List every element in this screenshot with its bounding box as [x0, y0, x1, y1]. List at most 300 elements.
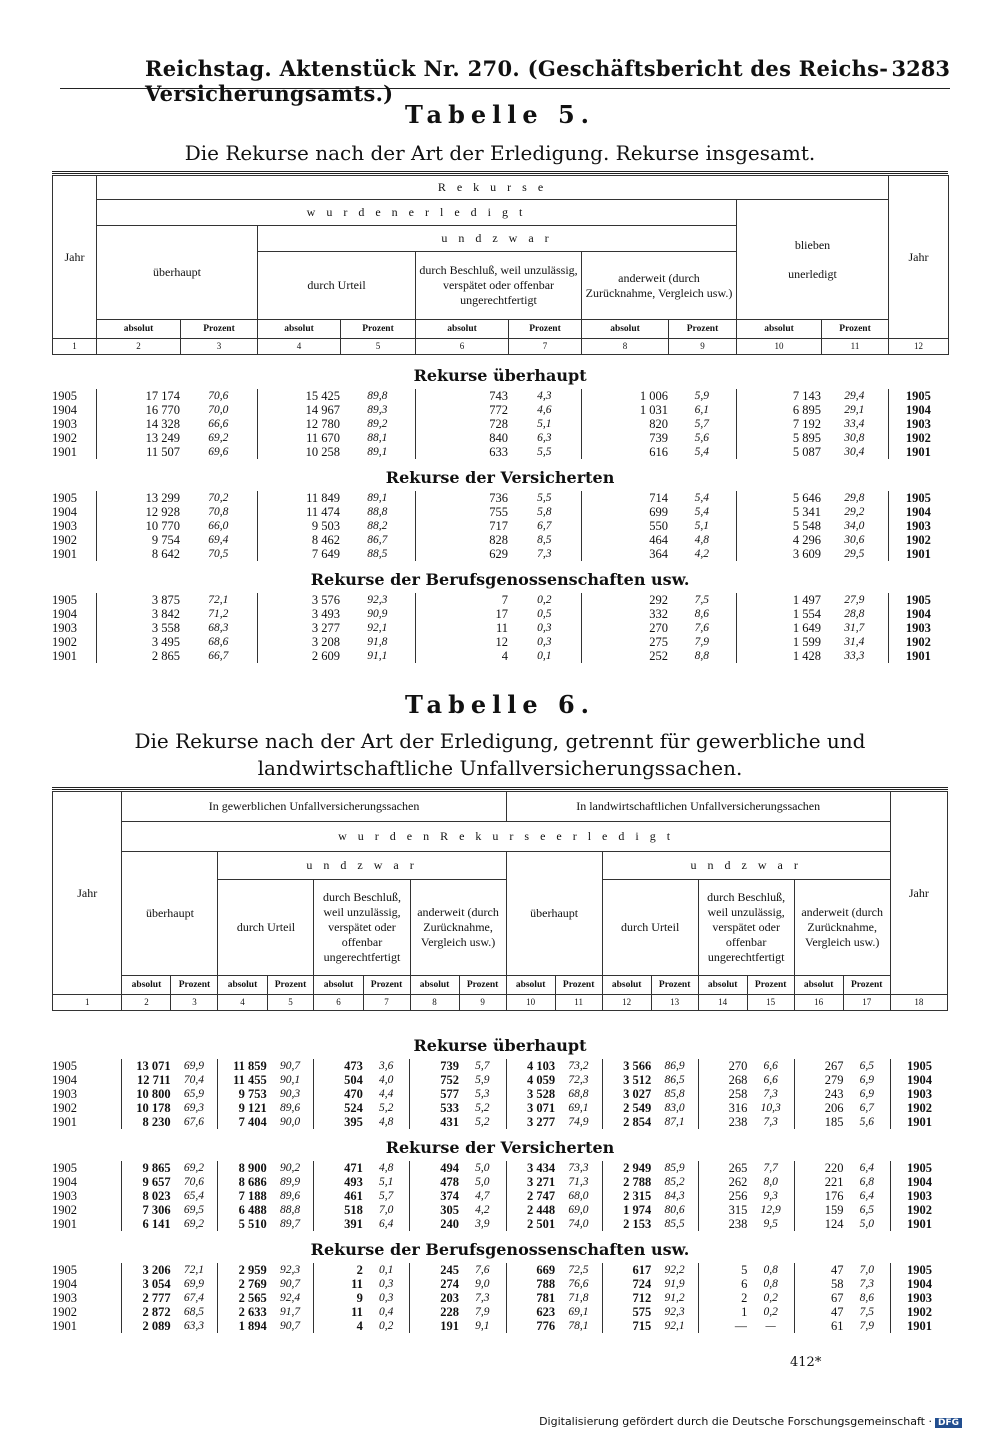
absolut-cell: 736	[415, 491, 508, 505]
unerledigt-header	[737, 200, 889, 320]
absolut-cell: 3 558	[96, 621, 180, 635]
absolut-cell: 274	[410, 1277, 459, 1291]
prozent-cell: 7,3	[859, 1278, 874, 1290]
year-cell: 1903	[888, 519, 948, 533]
year-cell: 1902	[891, 1203, 948, 1217]
prozent-cell: 29,5	[844, 548, 865, 560]
prozent-cell: 3,9	[475, 1218, 490, 1230]
prozent-cell: 7,3	[763, 1088, 778, 1100]
absolut-cell: 11 455	[218, 1073, 267, 1087]
prozent-cell: 5,3	[475, 1088, 490, 1100]
prozent-cell: 4,8	[378, 1116, 394, 1128]
year-cell: 1903	[52, 417, 96, 431]
absolut-cell: 712	[602, 1291, 651, 1305]
prozent-cell: 0,1	[378, 1264, 394, 1276]
absolut-cell: 461	[314, 1189, 363, 1203]
column-number: 12	[602, 995, 651, 1011]
prozent-cell: 4,7	[475, 1190, 490, 1202]
absolut-cell: 4 296	[736, 533, 821, 547]
blieben-label: blieben	[794, 237, 831, 252]
absolut-cell: 11	[314, 1305, 363, 1319]
column-number-row	[53, 339, 949, 355]
absolut-cell: 2	[314, 1263, 363, 1277]
prozent-cell: 89,2	[367, 418, 388, 430]
year-cell: 1904	[891, 1175, 948, 1189]
absolut-cell: 1 649	[736, 621, 821, 635]
year-cell: 1905	[891, 1059, 948, 1073]
prozent-cell: 90,7	[279, 1278, 301, 1290]
year-cell: 1902	[888, 533, 948, 547]
prozent-cell: 6,4	[378, 1218, 394, 1230]
prozent-cell: 68,0	[568, 1190, 589, 1202]
spacer-row	[52, 663, 948, 669]
absolut-cell: 478	[410, 1175, 459, 1189]
year-cell: 1902	[891, 1305, 948, 1319]
absolut-cell: 629	[415, 547, 508, 561]
absolut-cell: 228	[410, 1305, 459, 1319]
absolut-cell: 1 006	[581, 389, 668, 403]
prozent-cell: 66,7	[208, 650, 229, 662]
absolut-cell: 7 143	[736, 389, 821, 403]
absolut-cell: 9 657	[122, 1175, 171, 1189]
section-heading: Rekurse überhaupt	[413, 1036, 587, 1055]
prozent-cell: 5,2	[475, 1102, 490, 1114]
prozent-cell: 5,9	[694, 390, 709, 402]
absolut-cell: 305	[410, 1203, 459, 1217]
absolut-cell: 11	[415, 621, 508, 635]
year-cell: 1904	[52, 1073, 122, 1087]
prozent-cell: 89,7	[279, 1218, 301, 1230]
absolut-cell: 332	[581, 607, 668, 621]
prozent-cell: 83,0	[664, 1102, 685, 1114]
absolut-cell: 3 208	[257, 635, 340, 649]
absolut-header: absolut	[794, 976, 843, 995]
prozent-cell: 7,3	[763, 1116, 778, 1128]
year-cell: 1901	[891, 1319, 948, 1333]
prozent-cell: 27,9	[844, 594, 865, 606]
absolut-cell: 1 974	[602, 1203, 651, 1217]
absolut-cell: 292	[581, 593, 668, 607]
absolut-cell: 47	[794, 1263, 843, 1277]
prozent-cell: 69,6	[208, 446, 229, 458]
year-cell: 1905	[888, 389, 948, 403]
year-cell: 1904	[888, 403, 948, 417]
prozent-cell: 5,7	[694, 418, 709, 430]
table-row	[52, 1101, 948, 1115]
table-row	[52, 1161, 948, 1175]
unerledigt-label: unerledigt	[788, 266, 837, 281]
prozent-cell: 30,6	[844, 534, 865, 546]
column-number: 12	[889, 339, 949, 355]
absolut-cell: 820	[581, 417, 668, 431]
absolut-header: absolut	[698, 976, 747, 995]
prozent-cell: 70,6	[183, 1176, 204, 1188]
absolut-cell: 3 206	[122, 1263, 171, 1277]
absolut-cell: 3 277	[257, 621, 340, 635]
column-number: 1	[53, 995, 122, 1011]
absolut-cell: 2	[698, 1291, 747, 1305]
absolut-cell: 3 495	[96, 635, 180, 649]
year-cell: 1901	[52, 1217, 122, 1231]
table-row	[52, 1217, 948, 1231]
prozent-cell: 74,0	[568, 1218, 589, 1230]
year-cell: 1903	[52, 519, 96, 533]
absolut-cell: 6 895	[736, 403, 821, 417]
absolut-cell: 9 121	[218, 1101, 267, 1115]
absolut-cell: 3 576	[257, 593, 340, 607]
year-cell: 1901	[52, 1115, 122, 1129]
prozent-cell: 9,3	[763, 1190, 778, 1202]
absolut-cell: 159	[794, 1203, 843, 1217]
prozent-cell: 31,7	[844, 622, 865, 634]
prozent-cell: 33,3	[844, 650, 865, 662]
absolut-cell: 315	[698, 1203, 747, 1217]
absolut-cell: 2 959	[218, 1263, 267, 1277]
year-cell: 1905	[888, 593, 948, 607]
anderweit-header: anderweit (durch Zurücknahme, Vergleich usw.)	[582, 252, 737, 320]
prozent-cell: 89,1	[367, 446, 388, 458]
prozent-cell: 88,2	[367, 520, 388, 532]
year-cell: 1903	[888, 417, 948, 431]
prozent-cell: 4,2	[475, 1204, 490, 1216]
absolut-cell: 279	[794, 1073, 843, 1087]
prozent-cell: 69,4	[208, 534, 229, 546]
table-row	[52, 1059, 948, 1073]
prozent-cell: 70,8	[208, 506, 229, 518]
table-row	[52, 635, 948, 649]
prozent-cell: 5,4	[694, 446, 709, 458]
prozent-cell: 7,7	[763, 1162, 778, 1174]
table-row	[52, 1203, 948, 1217]
absolut-cell: 3 027	[602, 1087, 651, 1101]
prozent-cell: 6,7	[859, 1102, 874, 1114]
absolut-cell: 2 609	[257, 649, 340, 663]
column-number: 18	[890, 995, 947, 1011]
year-cell: 1905	[888, 491, 948, 505]
absolut-cell: 623	[506, 1305, 555, 1319]
subheader-row	[53, 976, 948, 995]
table-row	[52, 649, 948, 663]
prozent-cell: 9,5	[763, 1218, 778, 1230]
table6-top-rule	[52, 787, 948, 790]
absolut-cell: 2 788	[602, 1175, 651, 1189]
absolut-cell: 221	[794, 1175, 843, 1189]
prozent-cell: 3,6	[378, 1060, 394, 1072]
prozent-cell: 84,3	[664, 1190, 685, 1202]
absolut-cell: 10 770	[96, 519, 180, 533]
column-number: 3	[171, 995, 218, 1011]
absolut-cell: 9 503	[257, 519, 340, 533]
prozent-cell: 69,2	[208, 432, 229, 444]
year-cell: 1901	[888, 547, 948, 561]
prozent-cell: 0,3	[378, 1278, 394, 1290]
column-number: 8	[410, 995, 459, 1011]
prozent-cell: 91,1	[367, 650, 388, 662]
column-number: 10	[737, 339, 822, 355]
ueberhaupt-header-landw: überhaupt	[506, 852, 602, 976]
absolut-cell: 724	[602, 1277, 651, 1291]
prozent-cell: 92,3	[279, 1264, 301, 1276]
prozent-header: Prozent	[171, 976, 218, 995]
prozent-cell: 5,7	[378, 1190, 394, 1202]
absolut-cell: 1 031	[581, 403, 668, 417]
absolut-header: absolut	[97, 320, 181, 339]
jahr-header-right: Jahr	[890, 792, 947, 995]
absolut-cell: 6 488	[218, 1203, 267, 1217]
absolut-cell: 3 566	[602, 1059, 651, 1073]
absolut-cell: 2 501	[506, 1217, 555, 1231]
prozent-cell: 5,1	[378, 1176, 394, 1188]
table-row	[52, 1277, 948, 1291]
table6-subtitle: Die Rekurse nach der Art der Erledigung, getrennt für gewerbliche und landwirtschaftliche Unfallversicherungssachen.	[134, 729, 866, 780]
table-row	[52, 1319, 948, 1333]
prozent-cell: 33,4	[844, 418, 865, 430]
prozent-cell: 5,7	[475, 1060, 490, 1072]
absolut-cell: 316	[698, 1101, 747, 1115]
prozent-cell: 4,3	[537, 390, 552, 402]
undzwar-header-landw: u n d z w a r	[602, 852, 890, 880]
absolut-cell: 13 299	[96, 491, 180, 505]
table-row	[52, 445, 948, 459]
table-row	[52, 1305, 948, 1319]
absolut-cell: 728	[415, 417, 508, 431]
prozent-cell: 7,3	[475, 1292, 490, 1304]
erledigt-header: w u r d e n e r l e d i g t	[97, 200, 737, 226]
absolut-cell: 238	[698, 1217, 747, 1231]
prozent-cell: 69,2	[183, 1162, 204, 1174]
prozent-cell: 89,6	[279, 1190, 301, 1202]
prozent-cell: 65,4	[183, 1190, 204, 1202]
column-number: 11	[555, 995, 602, 1011]
column-number-row	[53, 995, 948, 1011]
prozent-cell: 0,5	[537, 608, 552, 620]
absolut-cell: 616	[581, 445, 668, 459]
prozent-cell: 70,0	[208, 404, 229, 416]
prozent-header: Prozent	[267, 976, 314, 995]
prozent-cell: 5,0	[859, 1218, 874, 1230]
section-heading: Rekurse der Berufsgenossenschaften usw.	[310, 570, 690, 589]
page-number: 3283	[891, 56, 950, 81]
prozent-cell: 90,2	[279, 1162, 301, 1174]
sheet-signature: 412*	[790, 1355, 822, 1370]
prozent-cell: 30,8	[844, 432, 865, 444]
absolut-cell: 518	[314, 1203, 363, 1217]
prozent-cell: 66,6	[208, 418, 229, 430]
prozent-cell: 69,9	[183, 1060, 204, 1072]
absolut-cell: 61	[794, 1319, 843, 1333]
year-cell: 1901	[52, 649, 96, 663]
absolut-header: absolut	[218, 976, 267, 995]
absolut-cell: 840	[415, 431, 508, 445]
prozent-cell: 4,0	[378, 1074, 394, 1086]
year-cell: 1905	[52, 491, 96, 505]
absolut-cell: 7 188	[218, 1189, 267, 1203]
prozent-cell: 5,0	[475, 1176, 490, 1188]
prozent-cell: 6,7	[537, 520, 552, 532]
table-row	[52, 491, 948, 505]
table-row	[52, 1291, 948, 1305]
prozent-cell: 90,1	[279, 1074, 301, 1086]
absolut-cell: 12 711	[122, 1073, 171, 1087]
prozent-cell: 73,2	[568, 1060, 589, 1072]
absolut-cell: 7 306	[122, 1203, 171, 1217]
prozent-cell: 0,8	[763, 1278, 778, 1290]
absolut-cell: 395	[314, 1115, 363, 1129]
absolut-cell: 58	[794, 1277, 843, 1291]
footer-text: Digitalisierung gefördert durch die Deutsche Forschungsgemeinschaft ·	[539, 1415, 932, 1428]
year-cell: 1902	[888, 635, 948, 649]
prozent-cell: 9,1	[475, 1320, 490, 1332]
column-number: 2	[97, 339, 181, 355]
prozent-cell: 0,8	[763, 1264, 778, 1276]
year-cell: 1905	[891, 1263, 948, 1277]
prozent-cell: 85,5	[664, 1218, 685, 1230]
prozent-cell: 9,0	[475, 1278, 490, 1290]
absolut-cell: 3 512	[602, 1073, 651, 1087]
prozent-cell: 6,1	[694, 404, 709, 416]
absolut-cell: 6 141	[122, 1217, 171, 1231]
absolut-cell: 3 842	[96, 607, 180, 621]
absolut-cell: 828	[415, 533, 508, 547]
year-cell: 1902	[888, 431, 948, 445]
absolut-cell: 8 686	[218, 1175, 267, 1189]
prozent-cell: 34,0	[844, 520, 865, 532]
prozent-cell: 6,8	[859, 1176, 874, 1188]
absolut-cell: 715	[602, 1319, 651, 1333]
absolut-header: absolut	[122, 976, 171, 995]
undzwar-header: u n d z w a r	[258, 226, 737, 252]
absolut-cell: 743	[415, 389, 508, 403]
spacer	[52, 663, 948, 669]
prozent-header: Prozent	[341, 320, 416, 339]
prozent-cell: 92,1	[664, 1320, 685, 1332]
absolut-cell: 8 023	[122, 1189, 171, 1203]
prozent-cell: 92,3	[664, 1306, 685, 1318]
table5-subtitle: Die Rekurse nach der Art der Erledigung. Rekurse insgesamt.	[184, 141, 816, 165]
prozent-cell: 0,2	[378, 1320, 394, 1332]
absolut-cell: 2 633	[218, 1305, 267, 1319]
absolut-cell: 3 493	[257, 607, 340, 621]
prozent-cell: 8,6	[694, 608, 709, 620]
prozent-cell: 5,8	[537, 506, 552, 518]
prozent-cell: 5,0	[475, 1162, 490, 1174]
absolut-cell: 14 328	[96, 417, 180, 431]
absolut-cell: 9 754	[96, 533, 180, 547]
table-row	[52, 607, 948, 621]
beschluss-header: durch Beschluß, weil unzulässig, verspätet oder offenbar ungerechtfertigt	[416, 252, 582, 320]
absolut-cell: 2 315	[602, 1189, 651, 1203]
gewerblich-header: In gewerblichen Unfallversicherungssachen	[122, 792, 506, 822]
year-cell: 1905	[52, 1161, 122, 1175]
column-number: 7	[363, 995, 410, 1011]
absolut-cell: 755	[415, 505, 508, 519]
absolut-cell: 3 528	[506, 1087, 555, 1101]
absolut-cell: 262	[698, 1175, 747, 1189]
absolut-cell: 8 642	[96, 547, 180, 561]
urteil-header: durch Urteil	[258, 252, 416, 320]
year-cell: 1905	[52, 593, 96, 607]
prozent-cell: 69,0	[568, 1204, 589, 1216]
absolut-cell: 191	[410, 1319, 459, 1333]
prozent-header: Prozent	[843, 976, 890, 995]
prozent-cell: 6,4	[859, 1190, 874, 1202]
prozent-cell: 89,6	[279, 1102, 301, 1114]
prozent-cell: 86,5	[664, 1074, 685, 1086]
absolut-cell: 7 404	[218, 1115, 267, 1129]
prozent-cell: 7,5	[694, 594, 709, 606]
table-row	[52, 1115, 948, 1129]
year-cell: 1902	[891, 1101, 948, 1115]
column-number: 9	[669, 339, 737, 355]
subheader-row	[53, 320, 949, 339]
absolut-cell: 11 670	[257, 431, 340, 445]
prozent-cell: 6,3	[537, 432, 552, 444]
jahr-header: Jahr	[53, 176, 97, 339]
absolut-cell: 5	[698, 1263, 747, 1277]
absolut-cell: 752	[410, 1073, 459, 1087]
absolut-cell: 11 849	[257, 491, 340, 505]
prozent-cell: 5,2	[475, 1116, 490, 1128]
absolut-cell: 3 054	[122, 1277, 171, 1291]
prozent-cell: 7,9	[859, 1320, 874, 1332]
absolut-cell: 268	[698, 1073, 747, 1087]
absolut-cell: 256	[698, 1189, 747, 1203]
prozent-cell: 5,5	[537, 492, 552, 504]
absolut-cell: 493	[314, 1175, 363, 1189]
absolut-cell: 7 192	[736, 417, 821, 431]
absolut-cell: 717	[415, 519, 508, 533]
prozent-cell: 31,4	[844, 636, 865, 648]
dfg-logo: DFG	[935, 1418, 962, 1428]
prozent-cell: 90,7	[279, 1320, 301, 1332]
prozent-cell: 70,5	[208, 548, 229, 560]
absolut-cell: 2 854	[602, 1115, 651, 1129]
absolut-cell: 3 875	[96, 593, 180, 607]
prozent-cell: 29,8	[844, 492, 865, 504]
ueberhaupt-header: überhaupt	[97, 226, 258, 320]
absolut-header: absolut	[410, 976, 459, 995]
prozent-cell: 6,6	[763, 1074, 778, 1086]
prozent-cell: 88,8	[367, 506, 388, 518]
prozent-cell: 7,9	[475, 1306, 490, 1318]
year-cell: 1901	[888, 649, 948, 663]
absolut-header: absolut	[416, 320, 509, 339]
prozent-cell: 5,4	[694, 506, 709, 518]
table-row	[52, 547, 948, 561]
year-cell: 1903	[52, 621, 96, 635]
absolut-header: absolut	[582, 320, 669, 339]
prozent-cell: 7,5	[859, 1306, 874, 1318]
prozent-cell: 65,9	[183, 1088, 204, 1100]
column-number: 5	[341, 339, 416, 355]
prozent-cell: 28,8	[844, 608, 865, 620]
prozent-cell: 10,3	[760, 1102, 781, 1114]
absolut-cell: 776	[506, 1319, 555, 1333]
year-cell: 1903	[52, 1291, 122, 1305]
absolut-cell: 788	[506, 1277, 555, 1291]
prozent-cell: 0,2	[537, 594, 552, 606]
absolut-cell: 252	[581, 649, 668, 663]
absolut-cell: 5 510	[218, 1217, 267, 1231]
prozent-header: Prozent	[822, 320, 889, 339]
prozent-cell: 92,3	[367, 594, 388, 606]
absolut-cell: 2 865	[96, 649, 180, 663]
prozent-cell: 4,8	[694, 534, 709, 546]
prozent-cell: 68,3	[208, 622, 229, 634]
absolut-cell: 533	[410, 1101, 459, 1115]
prozent-cell: 0,3	[537, 636, 552, 648]
table-row	[52, 1189, 948, 1203]
